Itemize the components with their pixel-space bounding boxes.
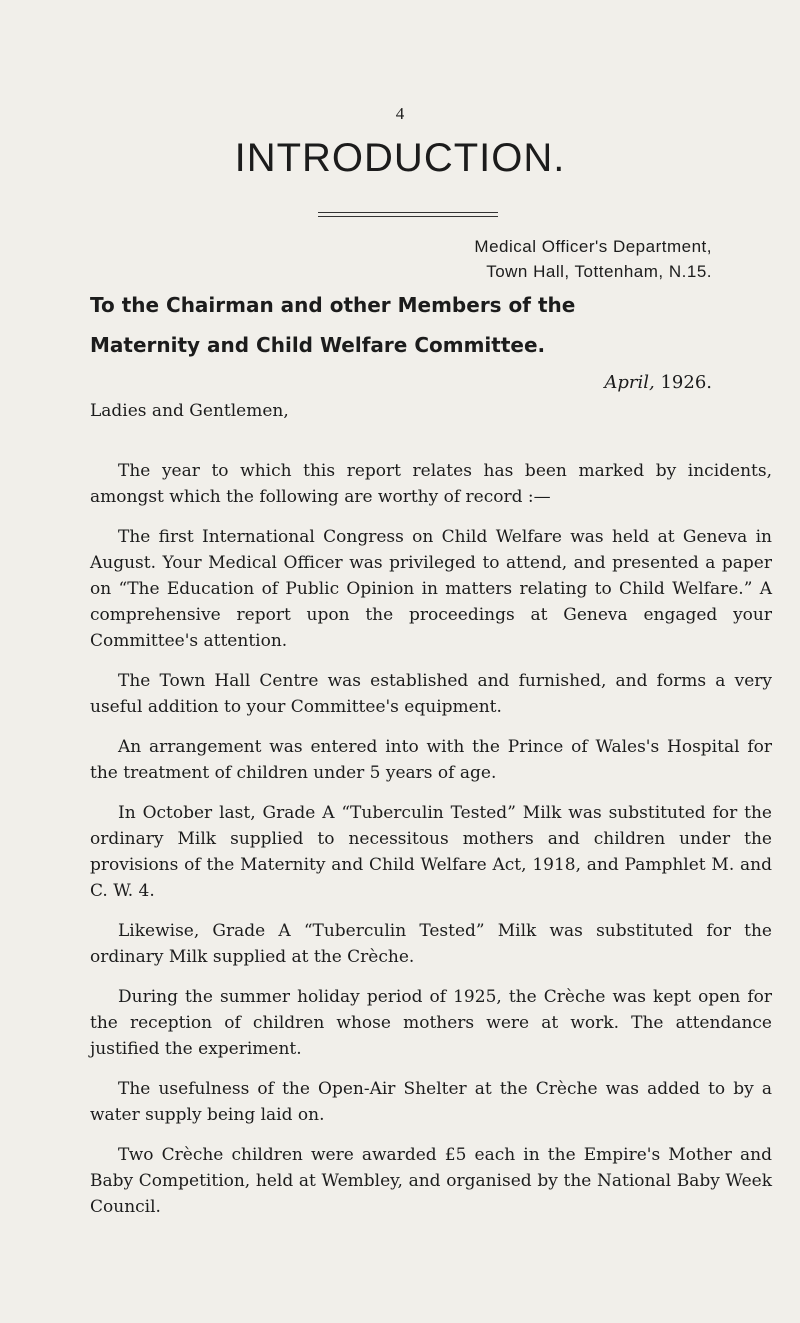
paragraph: The first International Congress on Child Welfare was held at Geneva in August. Your Medical Officer was privileged to attend, and presented a paper on “The Education of Public Opinion in matters relating to Child Welfare.” A comprehensive report upon the proceedings at Geneva engaged your Committee's attention. [90, 527, 772, 651]
title-divider [318, 212, 498, 217]
letter-date [604, 368, 712, 398]
addressee-line-1: To the Chairman and other Members of the [90, 293, 576, 317]
paragraph: The year to which this report relates has been marked by incidents, amongst which the following are worthy of record :— [90, 461, 772, 507]
paragraph: An arrangement was entered into with the Prince of Wales's Hospital for the treatment of children under 5 years of age. [90, 737, 772, 783]
greeting: Ladies and Gentlemen, [90, 401, 289, 421]
page-number: 4 [395, 104, 405, 123]
address-line-town-hall: Town Hall, Tottenham, N.15. [486, 262, 712, 281]
address-line-department: Medical Officer's Department, [474, 237, 712, 256]
addressee-line-2: Maternity and Child Welfare Committee. [90, 333, 546, 357]
paragraph: The Town Hall Centre was established and furnished, and forms a very useful addition to your Committee's equipment. [90, 671, 772, 717]
paragraph: Likewise, Grade A “Tuberculin Tested” Milk was substituted for the ordinary Milk supplied at the Crèche. [90, 921, 772, 967]
paragraph: In October last, Grade A “Tuberculin Tested” Milk was substituted for the ordinary Milk supplied to necessitous mothers and children under the provisions of the Maternity and Child Welfare Act, 1918, and Pamphlet M. and C. W. 4. [90, 803, 772, 901]
paragraph: During the summer holiday period of 1925, the Crèche was kept open for the reception of children whose mothers were at work. The attendance justified the experiment. [90, 987, 772, 1059]
paragraph: The usefulness of the Open-Air Shelter at the Crèche was added to by a water supply being laid on. [90, 1079, 772, 1125]
page-title: INTRODUCTION. [234, 136, 566, 180]
paragraph: Two Crèche children were awarded £5 each in the Empire's Mother and Baby Competition, held at Wembley, and organised by the National Baby Week Council. [90, 1145, 772, 1217]
report-body [90, 458, 772, 1234]
date-year: 1926. [660, 372, 712, 393]
date-month: April, [604, 372, 655, 393]
